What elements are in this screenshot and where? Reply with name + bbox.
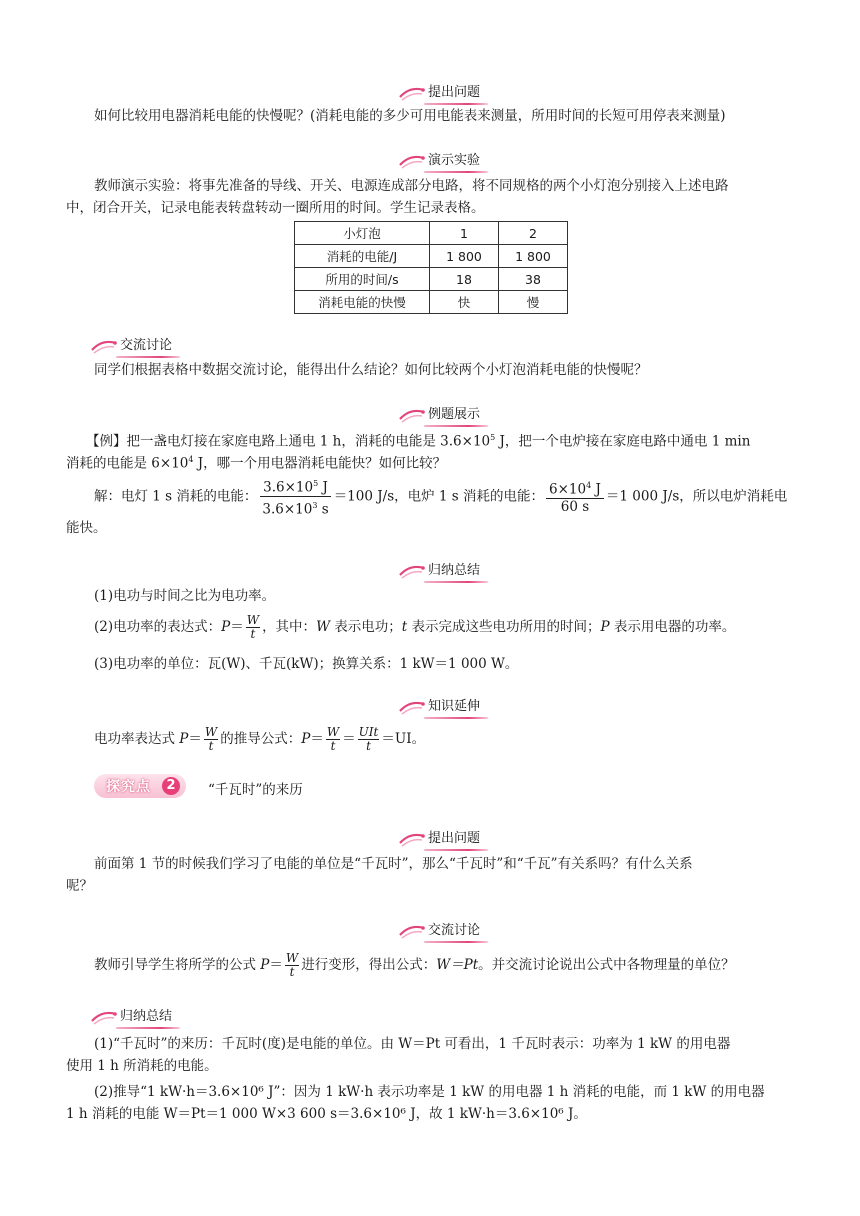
table-cell: 快 [430, 291, 499, 314]
badge-number: 2 [162, 777, 180, 795]
extension-line: 电功率表达式 P＝ $\frac{W}{t}$ 的推导公式：P＝ $\frac{W}{t}$ ＝ $\frac{\text{UIt}}{t}$ ＝UI。 [94, 725, 426, 753]
summary-line: 1 h 消耗的电能 W＝Pt＝1 000 W×3 600 s＝3.6×10⁶ J，故 1 kW·h＝3.6×10⁶ J。 [66, 1106, 587, 1122]
paragraph: 教师演示实验：将事先准备的导线、开关、电源连成部分电路，将不同规格的两个小灯泡分别接入上述电路 [94, 178, 729, 194]
fraction: $\frac{\text{UIt}}{t}$ [358, 725, 379, 753]
paragraph: 前面第 1 节的时候我们学习了电能的单位是“千瓦时”，那么“千瓦时”和“千瓦”有关系吗？有什么关系 [94, 856, 693, 872]
section-heading [398, 80, 482, 102]
summary-item: (3)电功率的单位：瓦(W)、千瓦(kW)；换算关系：1 kW＝1 000 W。 [94, 656, 519, 672]
table-cell: 1 800 [430, 245, 499, 268]
inquiry-title: “千瓦时”的来历 [208, 782, 303, 798]
paragraph: 能快。 [66, 520, 107, 536]
pen-swoosh-icon [90, 337, 118, 355]
pen-swoosh-icon [398, 406, 426, 424]
fraction: $\frac{W}{t}$ [285, 951, 299, 979]
table-row [295, 291, 568, 314]
heading-label: 提出问题 [428, 831, 481, 846]
pen-swoosh-icon [398, 562, 426, 580]
heading-label: 例题展示 [428, 407, 481, 422]
section-heading [398, 694, 482, 716]
inquiry-point-badge [94, 774, 186, 798]
section-heading [90, 1004, 174, 1026]
table-cell: 1 [430, 222, 499, 245]
section-heading [398, 402, 482, 424]
heading-label: 交流讨论 [428, 923, 481, 938]
heading-label: 交流讨论 [120, 338, 173, 353]
pen-swoosh-icon [398, 830, 426, 848]
data-table [294, 221, 568, 314]
table-row [295, 268, 568, 291]
section-heading [398, 826, 482, 848]
fraction: $\frac{3.6\times 10^5 J}{3.6\times 10^3 s}$ [259, 476, 331, 518]
pen-swoosh-icon [398, 84, 426, 102]
summary-item: (1)电功与时间之比为电功率。 [94, 588, 276, 604]
example-line: 【例】把一盏电灯接在家庭电路上通电 1 h，消耗的电能是 $3.6\times 10^5$ J，把一个电炉接在家庭电路中通电 1 min [86, 433, 751, 450]
pen-swoosh-icon [398, 152, 426, 170]
paragraph: 同学们根据表格中数据交流讨论，能得出什么结论？如何比较两个小灯泡消耗电能的快慢呢？ [94, 362, 648, 378]
heading-label: 归纳总结 [428, 563, 481, 578]
table-cell: 1 800 [499, 245, 568, 268]
table-row [295, 222, 568, 245]
section-heading [90, 333, 174, 355]
section-heading [398, 148, 482, 170]
table-cell: 小灯泡 [295, 222, 430, 245]
heading-label: 知识延伸 [428, 699, 481, 714]
table-cell: 慢 [499, 291, 568, 314]
table-cell: 所用的时间/s [295, 268, 430, 291]
summary-line: 使用 1 h 所消耗的电能。 [66, 1058, 218, 1074]
section-heading [398, 558, 482, 580]
discussion-line: 教师引导学生将所学的公式 P＝ $\frac{W}{t}$ 进行变形，得出公式：W＝Pt。并交流讨论说出公式中各物理量的单位？ [94, 951, 735, 979]
summary-item: (2)电功率的表达式：P＝ $\frac{W}{t}$ ，其中：W 表示电功；t 表示完成这些电功所用的时间；P 表示用电器的功率。 [94, 613, 736, 641]
table-cell: 38 [499, 268, 568, 291]
pen-swoosh-icon [90, 1008, 118, 1026]
heading-label: 演示实验 [428, 153, 481, 168]
pen-swoosh-icon [398, 922, 426, 940]
solution-line: 解：电灯 1 s 消耗的电能： $\frac{3.6\times 10^5 J}{3.6\times 10^3 s}$ ＝100 J/s，电炉 1 s 消耗的电能： $\frac{6\times 10^4 J}{60 s}$ ＝1 000 J/s，所以电炉消耗电 [94, 476, 787, 518]
fraction: $\frac{W}{t}$ [246, 613, 260, 641]
pen-swoosh-icon [398, 698, 426, 716]
fraction: $\frac{W}{t}$ [204, 725, 218, 753]
paragraph: 呢？ [66, 878, 93, 894]
paragraph: 中，闭合开关，记录电能表转盘转动一圈所用的时间。学生记录表格。 [66, 200, 485, 216]
summary-line: (2)推导“1 kW·h＝3.6×10⁶ J”：因为 1 kW·h 表示功率是 1 kW 的用电器 1 h 消耗的电能，而 1 kW 的用电器 [94, 1084, 765, 1100]
fraction: $\frac{W}{t}$ [326, 725, 340, 753]
badge-label: 探究点 [106, 779, 151, 795]
heading-label: 归纳总结 [120, 1009, 173, 1024]
table-cell: 消耗电能的快慢 [295, 291, 430, 314]
example-line: 消耗的电能是 $6\times 10^4$ J，哪一个用电器消耗电能快？如何比较？ [66, 455, 447, 472]
table-row [295, 245, 568, 268]
section-heading [398, 918, 482, 940]
fraction: $\frac{6\times 10^4 J}{60 s}$ [546, 478, 604, 516]
heading-label: 提出问题 [428, 85, 481, 100]
table-cell: 消耗的电能/J [295, 245, 430, 268]
table-cell: 2 [499, 222, 568, 245]
paragraph: 如何比较用电器消耗电能的快慢呢？(消耗电能的多少可用电能表来测量，所用时间的长短可用停表来测量) [94, 108, 726, 124]
table-cell: 18 [430, 268, 499, 291]
summary-line: (1)“千瓦时”的来历：千瓦时(度)是电能的单位。由 W＝Pt 可看出，1 千瓦时表示：功率为 1 kW 的用电器 [94, 1036, 731, 1052]
